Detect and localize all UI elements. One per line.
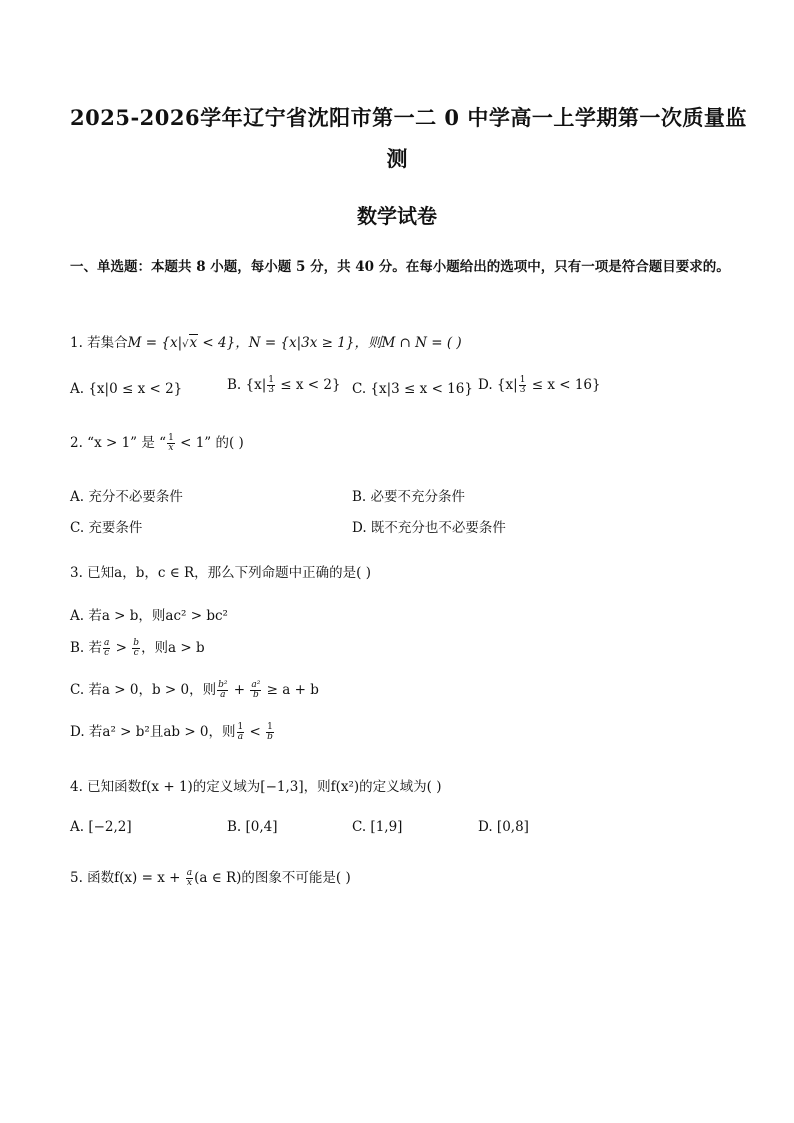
question-4-option-c: C. [1,9] [352, 819, 403, 835]
exam-title-line2: 测 [386, 146, 408, 171]
question-3-stem: 3. 已知a，b，c ∈ R，那么下列命题中正确的是( ) [70, 565, 371, 581]
question-2-stem: 2. “x > 1” 是 “ $\frac{1}{x}$ < 1” 的( ) [70, 433, 244, 453]
fraction: $\frac{\text{a²}}{b}$ [251, 680, 261, 700]
question-4-option-b: B. [0,4] [227, 819, 278, 835]
question-2-option-c: C. 充要条件 [70, 520, 143, 536]
fraction: $\frac{1}{a}$ [237, 722, 244, 742]
question-4-stem: 4. 已知函数f(x + 1)的定义域为[−1,3]，则f(x²)的定义域为( ) [70, 779, 442, 795]
question-3-option-a: A. 若a > b，则ac² > bc² [70, 608, 228, 624]
question-3-option-d: D. 若a² > b²且ab > 0，则 $\frac{1}{a}$ < $\frac{1}{b}$ [70, 722, 273, 742]
question-2-option-b: B. 必要不充分条件 [352, 489, 466, 505]
question-4-option-a: A. [−2,2] [70, 819, 132, 835]
fraction: $\frac{\text{b²}}{a}$ [218, 680, 228, 700]
question-1-stem: 1. 若集合M = {x|√x < 4}，N = {x|3x ≥ 1}，则M ∩ N = ( ) [70, 335, 462, 351]
exam-title-line1: 2025-2026学年辽宁省沈阳市第一二 0 中学高一上学期第一次质量监 [70, 105, 747, 130]
question-3-option-b: B. 若 $\frac{a}{c}$ > $\frac{b}{c}$ ，则a > b [70, 638, 205, 658]
fraction: $\frac{1}{3}$ [268, 375, 274, 395]
subject-title: 数学试卷 [357, 204, 437, 228]
question-1-option-d: D. {x| $\frac{1}{3}$ ≤ x < 16} [478, 375, 601, 395]
section-instructions: 一、单选题：本题共 8 小题，每小题 5 分，共 40 分。在每小题给出的选项中，只有一项是符合题目要求的。 [70, 259, 730, 275]
question-5-stem: 5. 函数f(x) = x + $\frac{a}{x}$ (a ∈ R)的图象不可能是( ) [70, 868, 351, 888]
fraction: $\frac{a}{c}$ [104, 638, 110, 658]
question-1-option-b: B. {x| $\frac{1}{3}$ ≤ x < 2} [227, 375, 341, 395]
fraction: $\frac{1}{3}$ [519, 375, 526, 395]
fraction: $\frac{b}{c}$ [133, 638, 140, 658]
fraction: $\frac{a}{x}$ [186, 868, 193, 888]
question-1-option-c: C. {x|3 ≤ x < 16} [352, 381, 473, 397]
question-3-option-c: C. 若a > 0，b > 0，则 $\frac{\text{b²}}{a}$ + $\frac{\text{a²}}{b}$ ≥ a + b [70, 680, 319, 700]
question-4-option-d: D. [0,8] [478, 819, 529, 835]
question-1-option-a: A. {x|0 ≤ x < 2} [70, 381, 183, 397]
question-2-option-a: A. 充分不必要条件 [70, 489, 183, 505]
fraction: $\frac{1}{b}$ [267, 722, 273, 742]
fraction: $\frac{1}{x}$ [168, 433, 174, 453]
question-2-option-d: D. 既不充分也不必要条件 [352, 520, 506, 536]
